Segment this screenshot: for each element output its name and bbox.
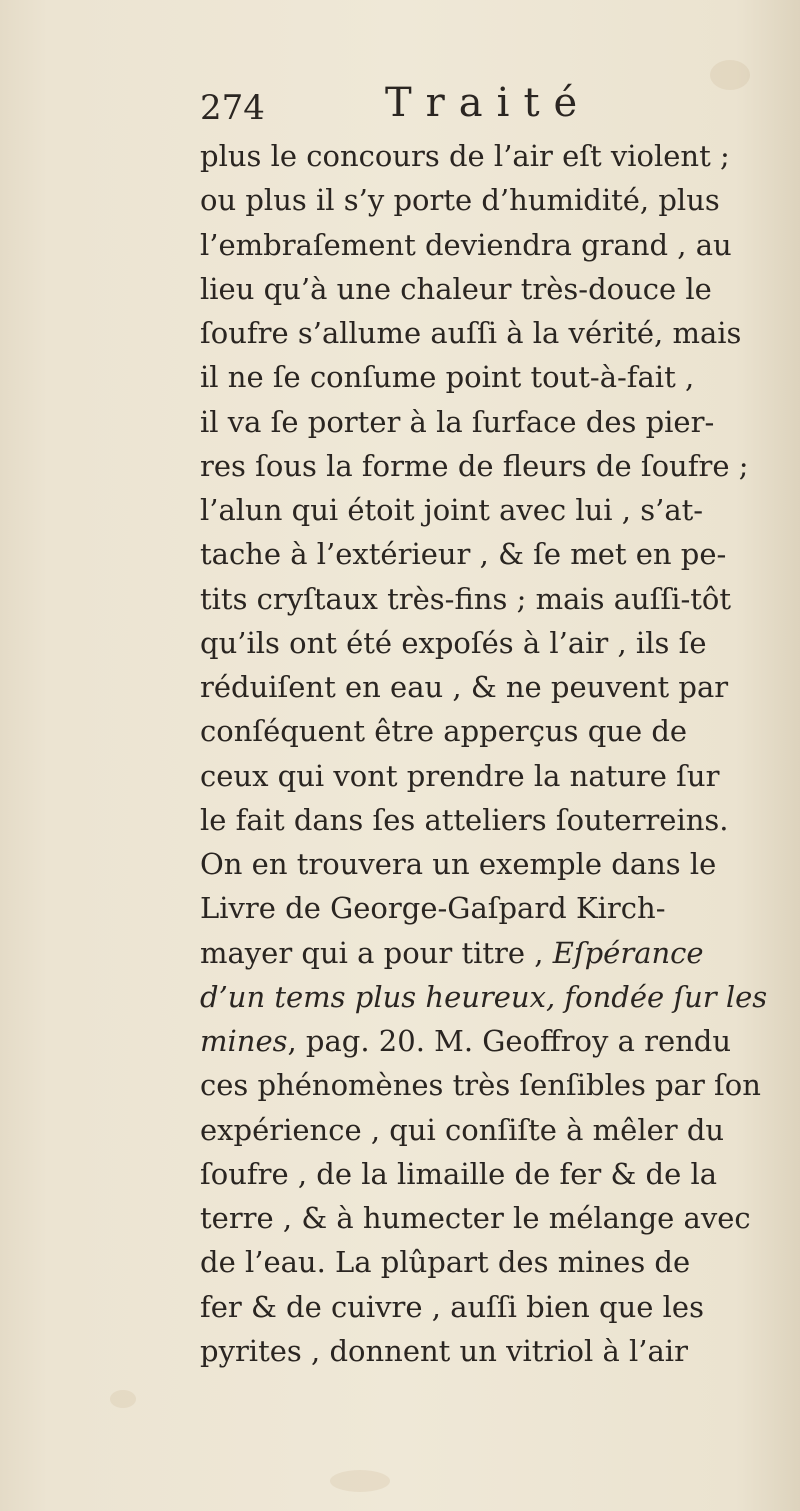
text-line <box>200 1152 800 1196</box>
line-text: On en trouvera un exemple dans le <box>200 847 717 881</box>
line-text: il ne ſe conſume point tout-à-fait , <box>200 360 695 395</box>
line-text: le fait dans ſes atteliers ſouterreins. <box>200 802 729 837</box>
line-text: mayer qui a pour titre , <box>200 935 553 970</box>
body-text <box>200 134 800 1373</box>
line-text: ſoufre s’allume auſſi à la vérité, mais <box>200 316 742 350</box>
text-line <box>200 1196 800 1240</box>
text-line <box>200 621 800 665</box>
line-text: plus le concours de l’air eſt violent ; <box>200 139 730 173</box>
text-line <box>200 178 800 222</box>
text-line <box>200 1285 800 1329</box>
text-line <box>200 931 800 975</box>
text-line <box>200 223 800 267</box>
text-line <box>200 842 800 886</box>
text-line <box>200 665 800 709</box>
text-line <box>200 886 800 930</box>
text-line <box>200 577 800 621</box>
line-text: tache à l’extérieur , & ſe met en pe- <box>200 537 727 572</box>
text-line <box>200 1063 800 1107</box>
page-header <box>200 80 600 130</box>
line-text: conſéquent être apperçus que de <box>200 714 688 749</box>
line-text: fer & de cuivre , auſſi bien que les <box>200 1289 704 1324</box>
text-line <box>200 267 800 311</box>
line-text: réduiſent en eau , & ne peuvent par <box>200 670 729 704</box>
line-italic-text: Eſpérance <box>552 935 704 970</box>
text-line <box>200 709 800 753</box>
line-text: tits cryſtaux très-fins ; mais auſſi-tôt <box>200 581 732 616</box>
line-text: expérience , qui conſiſte à mêler du <box>200 1112 725 1147</box>
line-text: ſoufre , de la limaille de fer & de la <box>200 1156 718 1191</box>
line-text: ou plus il s’y porte d’humidité, plus <box>200 183 720 218</box>
line-text: terre , & à humecter le mélange avec <box>200 1201 751 1235</box>
line-text: de l’eau. La plûpart des mines de <box>200 1245 691 1280</box>
line-italic-text: mines <box>200 1024 288 1058</box>
line-text: l’embraſement deviendra grand , au <box>200 227 732 262</box>
text-line <box>200 1240 800 1284</box>
line-text-continued: , pag. 20. M. Geoffroy a rendu <box>287 1024 732 1058</box>
line-text: l’alun qui étoit joint avec lui , s’at- <box>200 493 704 527</box>
line-text: Livre de George-Gaſpard Kirch- <box>200 891 666 926</box>
line-text: lieu qu’à une chaleur très-douce le <box>200 271 712 306</box>
text-line <box>200 1108 800 1152</box>
text-line <box>200 1019 800 1063</box>
text-line <box>200 444 800 488</box>
text-line <box>200 1329 800 1373</box>
text-line <box>200 532 800 576</box>
line-italic-text: d’un tems plus heureux, fondée ſur les <box>200 979 768 1014</box>
line-text: qu’ils ont été expoſés à l’air , ils ſe <box>200 625 707 660</box>
text-line <box>200 754 800 798</box>
running-title: Traité <box>385 80 592 126</box>
text-line <box>200 134 800 178</box>
text-line <box>200 400 800 444</box>
line-text: res ſous la forme de fleurs de ſoufre ; <box>200 448 749 483</box>
line-text: ces phénomènes très ſenſibles par ſon <box>200 1068 761 1103</box>
page-number: 274 <box>200 88 265 128</box>
text-line <box>200 798 800 842</box>
text-line <box>200 488 800 532</box>
line-text: il va ſe porter à la ſurface des pier- <box>200 404 715 439</box>
text-line <box>200 355 800 399</box>
line-text: ceux qui vont prendre la nature ſur <box>200 758 720 793</box>
text-line <box>200 311 800 355</box>
text-line <box>200 975 800 1019</box>
line-text: pyrites , donnent un vitriol à l’air <box>200 1333 688 1368</box>
